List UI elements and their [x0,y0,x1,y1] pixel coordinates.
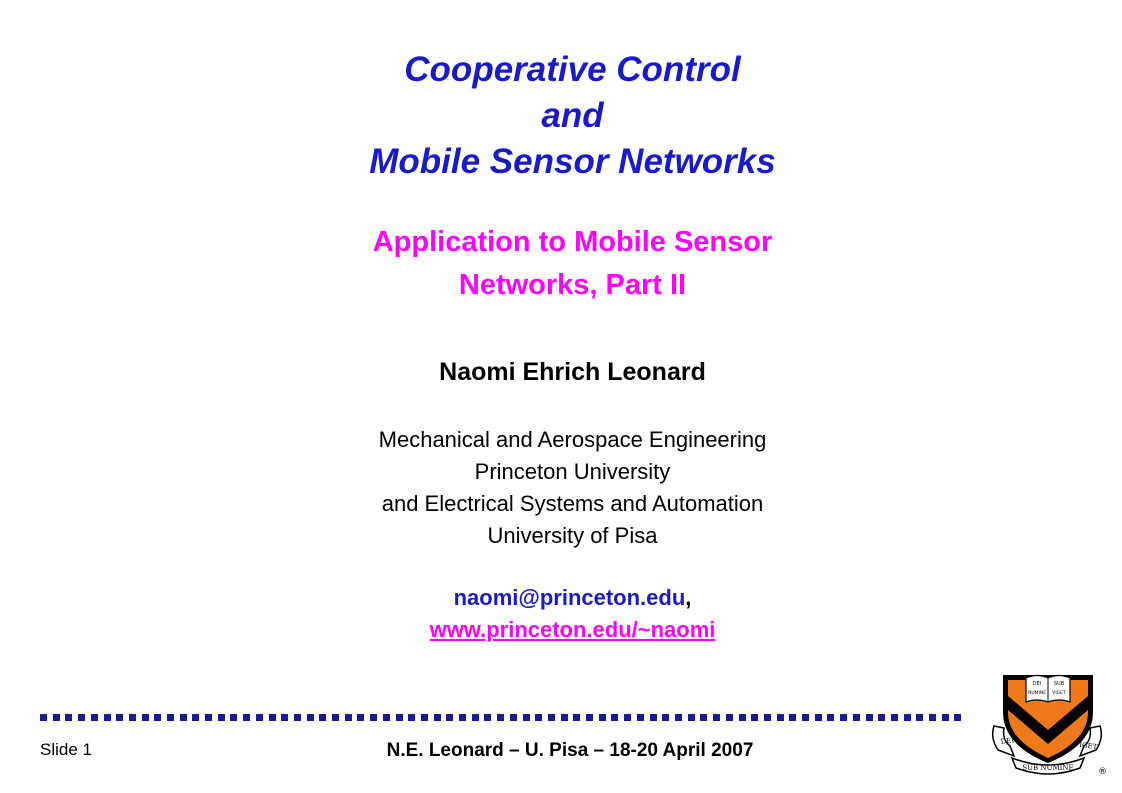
affiliation-line-4: University of Pisa [487,523,658,548]
divider-dot [307,714,314,721]
slide-number: Slide 1 [40,740,92,759]
divider-dot [904,714,911,721]
divider-dot [370,714,377,721]
divider-dot [942,714,949,721]
divider-dot [954,714,961,721]
divider-dot [573,714,580,721]
affiliation-block [0,424,1122,552]
divider-dot [142,714,149,721]
divider-dot [523,714,530,721]
title-line-1: Cooperative Control [404,50,741,89]
divider-dot [332,714,339,721]
divider-dot [878,714,885,721]
divider-dot [700,714,707,721]
divider-dot [561,714,568,721]
email-link[interactable]: naomi@princeton.edu [453,585,686,610]
website-link[interactable]: www.princeton.edu/~naomi [429,617,716,642]
logo-book-text-2: SUB [1053,681,1065,687]
divider-dot [91,714,98,721]
divider-dot [218,714,225,721]
divider-dot [599,714,606,721]
title-block [0,47,1122,185]
divider-dot [751,714,758,721]
divider-dotted-line [40,714,962,721]
divider-dot [916,714,923,721]
author-name: Naomi Ehrich Leonard [439,358,706,386]
logo-motto-1: DEI [1000,736,1015,746]
divider-dot [675,714,682,721]
divider-dot [230,714,237,721]
logo-motto-2: SUB NUMINE [1022,764,1074,772]
divider-dot [459,714,466,721]
divider-dot [408,714,415,721]
divider-dot [78,714,85,721]
divider-dot [535,714,542,721]
divider-dot [434,714,441,721]
divider-dot [154,714,161,721]
divider-dot [637,714,644,721]
logo-motto-3: VIGET [1073,740,1098,752]
divider-dot [497,714,504,721]
divider-dot [65,714,72,721]
divider-dot [294,714,301,721]
divider-dot [180,714,187,721]
divider-dot [281,714,288,721]
divider-dot [815,714,822,721]
divider-dot [510,714,517,721]
divider-dot [167,714,174,721]
divider-dot [777,714,784,721]
divider-dot [40,714,47,721]
logo-book-text-3: NUMINE [1027,691,1047,696]
affiliation-line-3: and Electrical Systems and Automation [381,491,764,516]
divider-dot [688,714,695,721]
divider-dot [484,714,491,721]
divider-dot [319,714,326,721]
divider-dot [421,714,428,721]
divider-dot [853,714,860,721]
divider-dot [764,714,771,721]
divider-dot [256,714,263,721]
divider-dot [713,714,720,721]
divider-dot [611,714,618,721]
title-line-2: and [541,96,604,135]
divider-dot [472,714,479,721]
divider-dot [624,714,631,721]
divider-dot [840,714,847,721]
subtitle-block [0,221,1122,307]
subtitle-line-1: Application to Mobile Sensor [372,226,773,258]
affiliation-line-2: Princeton University [474,459,671,484]
affiliation-line-1: Mechanical and Aerospace Engineering [378,427,767,452]
divider-dot [802,714,809,721]
logo-book-text-1: DEI [1032,681,1042,687]
subtitle-line-2: Networks, Part II [458,269,687,301]
divider-dot [396,714,403,721]
divider-dot [129,714,136,721]
divider-dot [929,714,936,721]
divider-dot [345,714,352,721]
divider-dot [243,714,250,721]
divider-dot [357,714,364,721]
email-line [0,582,1122,614]
title-line-3: Mobile Sensor Networks [369,142,776,181]
divider-dot [53,714,60,721]
divider-dot [662,714,669,721]
divider-dot [726,714,733,721]
divider-dot [104,714,111,721]
logo-book-text-4: VIGET [1052,691,1066,696]
divider-dot [586,714,593,721]
divider-dot [548,714,555,721]
divider-dot [205,714,212,721]
divider-dot [446,714,453,721]
divider-dot [739,714,746,721]
divider-dot [116,714,123,721]
logo-registered-mark: ® [1098,767,1107,777]
divider-dot [192,714,199,721]
divider-dot [383,714,390,721]
divider-dot [827,714,834,721]
princeton-shield-logo [988,658,1108,778]
divider-dot [789,714,796,721]
email-separator: , [685,585,692,610]
divider-dot [866,714,873,721]
divider-dot [269,714,276,721]
website-line [0,614,1122,646]
divider-dot [650,714,657,721]
footer-citation: N.E. Leonard – U. Pisa – 18-20 April 2007 [386,740,754,761]
divider-dot [891,714,898,721]
